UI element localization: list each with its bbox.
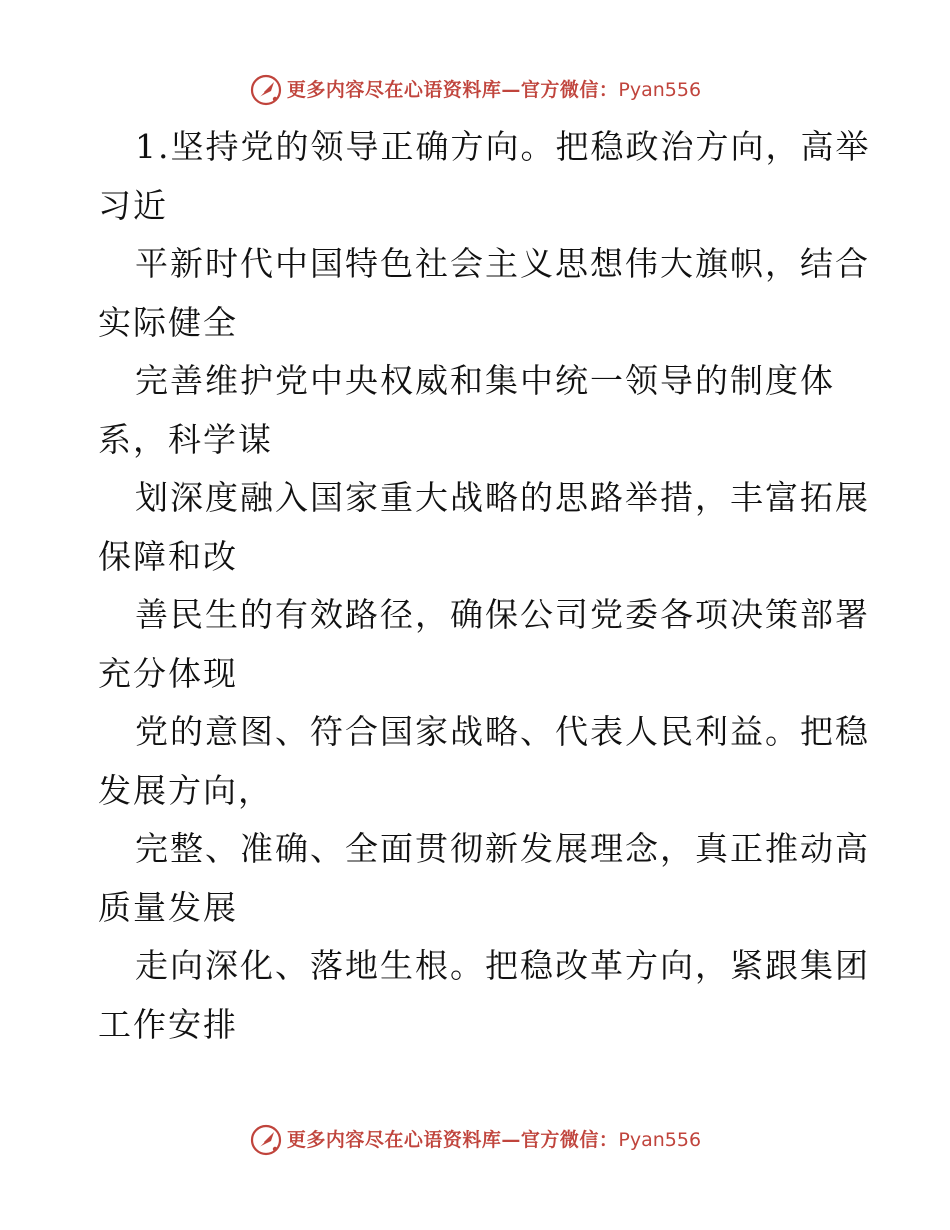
- watermark-wechat-id: Pyan556: [618, 1129, 702, 1151]
- watermark-wechat-id: Pyan556: [618, 79, 702, 101]
- paragraph-line: 充分体现: [98, 653, 238, 693]
- paragraph-body: [98, 118, 871, 1054]
- paragraph-line: 实际健全: [98, 302, 238, 342]
- paragraph-line: 发展方向，: [98, 770, 273, 810]
- watermark-text: 更多内容尽在心语资料库—官方微信：: [286, 79, 619, 101]
- paragraph-line: 平新时代中国特色社会主义思想伟大旗帜，结合: [135, 244, 870, 283]
- paragraph-line: 习近: [98, 185, 168, 225]
- paragraph-line: 走向深化、落地生根。把稳改革方向，紧跟集团: [135, 946, 870, 985]
- paragraph-line: 善民生的有效路径，确保公司党委各项决策部署: [135, 595, 870, 634]
- watermark-header: [0, 70, 950, 110]
- watermark-text: 更多内容尽在心语资料库—官方微信：: [286, 1129, 619, 1151]
- paragraph-line: 保障和改: [98, 536, 238, 576]
- paragraph-line: 质量发展: [98, 887, 238, 927]
- paragraph-line: 划深度融入国家重大战略的思路举措，丰富拓展: [135, 478, 870, 517]
- paragraph-line: 完善维护党中央权威和集中统一领导的制度体: [135, 361, 835, 400]
- quill-logo-icon: [249, 73, 283, 107]
- quill-logo-icon: [249, 1123, 283, 1157]
- paragraph-line: 党的意图、符合国家战略、代表人民利益。把稳: [135, 712, 870, 751]
- paragraph-line: 系，科学谋: [98, 419, 273, 459]
- paragraph-line: 完整、准确、全面贯彻新发展理念，真正推动高: [135, 829, 870, 868]
- watermark-footer: [0, 1120, 950, 1160]
- paragraph-line: 工作安排: [98, 1004, 238, 1044]
- paragraph-line: 1.坚持党的领导正确方向。把稳政治方向，高举: [135, 127, 871, 166]
